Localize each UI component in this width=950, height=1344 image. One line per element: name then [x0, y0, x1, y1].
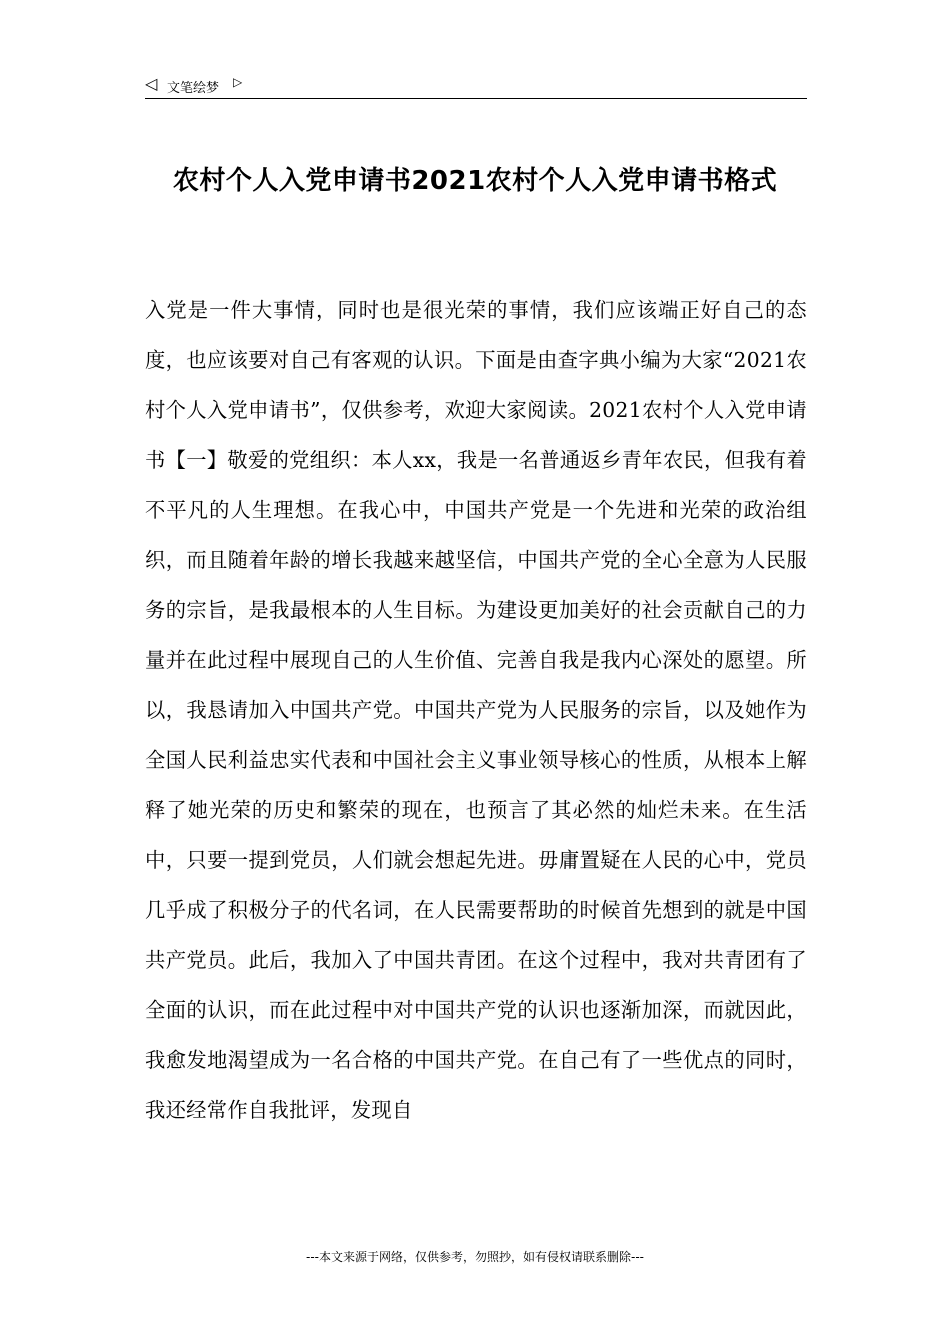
page-header	[145, 74, 807, 99]
triangle-left-icon: ◁	[145, 74, 158, 93]
header-brand: 文笔绘梦	[167, 81, 220, 96]
page-footer: ---本文来源于网络，仅供参考，勿照抄，如有侵权请联系删除---	[306, 1250, 644, 1264]
document-title: 农村个人入党申请书2021农村个人入党申请书格式	[172, 166, 778, 196]
body-paragraph: 入党是一件大事情，同时也是很光荣的事情，我们应该端正好自己的态度，也应该要对自己有客观的认识。下面是由查字典小编为大家“2021农村个人入党申请书”，仅供参考，欢迎大家阅读。2021农村个人入党申请书【一】敬爱的党组织：本人xx，我是一名普通返乡青年农民，但我有着不平凡的人生理想。在我心中，中国共产党是一个先进和光荣的政治组织，而且随着年龄的增长我越来越坚信，中国共产党的全心全意为人民服务的宗旨，是我最根本的人生目标。为建设更加美好的社会贡献自己的力量并在此过程中展现自己的人生价值、完善自我是我内心深处的愿望。所以，我恳请加入中国共产党。中国共产党为人民服务的宗旨，以及她作为全国人民利益忠实代表和中国社会主义事业领导核心的性质，从根本上解释了她光荣的历史和繁荣的现在，也预言了其必然的灿烂未来。在生活中，只要一提到党员，人们就会想起先进。毋庸置疑在人民的心中，党员几乎成了积极分子的代名词，在人民需要帮助的时候首先想到的就是中国共产党员。此后，我加入了中国共青团。在这个过程中，我对共青团有了全面的认识，而在此过程中对中国共产党的认识也逐渐加深，而就因此，我愈发地渴望成为一名合格的中国共产党。在自己有了一些优点的同时，我还经常作自我批评，发现自	[145, 298, 807, 1122]
document-body	[145, 285, 807, 1135]
triangle-right-icon: ▷	[233, 75, 243, 89]
